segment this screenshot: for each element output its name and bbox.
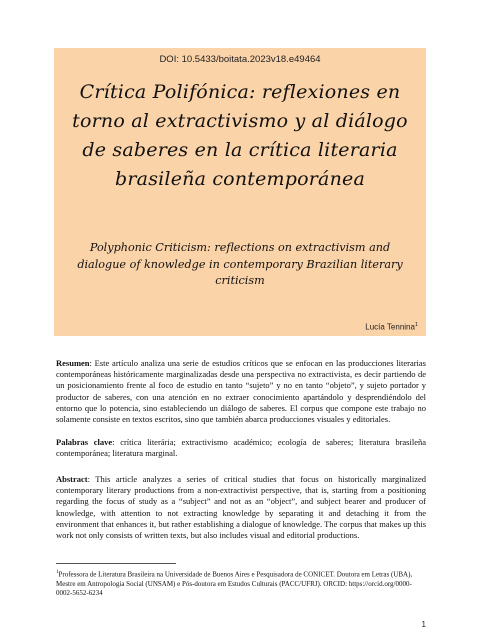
article-title-spanish: Crítica Polifónica: reflexiones en torno al extractivismo y al diálogo de saberes en la crítica literaria brasileña contemporánea [72,81,408,190]
abstract-text: : This article analyzes a series of critical studies that focus on historically marginalized contemporary literary productions from a non-extractivist perspective, that is, starting from a positioning regarding the focus of study as a “subject” and not as an “object”, and subject bearer and producer of knowledge, with attention to not extracting knowledge by separating it and detaching it from the environment that enhances it, but rather establishing a dialogue of knowledge. The corpus that makes up this work not only consists of written texts, but also includes visual and editorial productions. [56,474,426,541]
footnote-mark: 1 [56,570,59,575]
resumen-text: : Este artículo analiza una serie de estudios críticos que se enfocan en las producciones literarias contemporáneas históricamente marginalizadas desde una perspectiva no extractivista, es decir partiendo de un posicionamiento frente al foco de estudio en tanto “sujeto” y no en tanto “objeto”, y sujeto portador y productor de saberes, con una atención en no extraer conocimiento apartándolo y desprendiéndolo del entorno que lo potencia, sino estableciendo un diálogo de saberes. El corpus que compone este trabajo no solamente consiste en textos escritos, sino que también abarca producciones visuales y editoriales. [56,358,426,425]
article-header-box [54,48,426,336]
palabras-clave-paragraph [56,437,426,459]
resumen-label: Resumen [56,358,90,368]
footnote-divider [56,563,176,564]
footnote-text: Professora de Literatura Brasileira na Universidade de Buenos Aires e Pesquisadora de CONICET. Doutora em Letras (UBA), Mestre em Antropologia Social (UNSAM) e Pós-doutora em Estudos Culturais (PACC/UFRJ). ORCID: https://orcid.org/0000-0002-5652-6234 [56,570,413,598]
abstract-paragraph [56,474,426,541]
resumen-paragraph [56,358,426,425]
palabras-clave-text: : crítica literária; extractivismo académico; ecología de saberes; literatura brasileña contemporánea; literatura marginal. [56,437,426,459]
author-footnote-mark: 1 [414,322,418,328]
article-title-english: Polyphonic Criticism: reflections on extractivism and dialogue of knowledge in contemporary Brazilian literary criticism [77,241,403,287]
author-name [365,322,418,332]
author-name-text: Lucía Tennina [365,322,415,332]
page-number: 1 [421,620,426,629]
footnote [56,568,426,599]
palabras-clave-label: Palabras clave [56,437,113,447]
doi-link[interactable]: DOI: 10.5433/boitata.2023v18.e49464 [159,54,321,65]
abstract-label: Abstract [56,474,88,484]
